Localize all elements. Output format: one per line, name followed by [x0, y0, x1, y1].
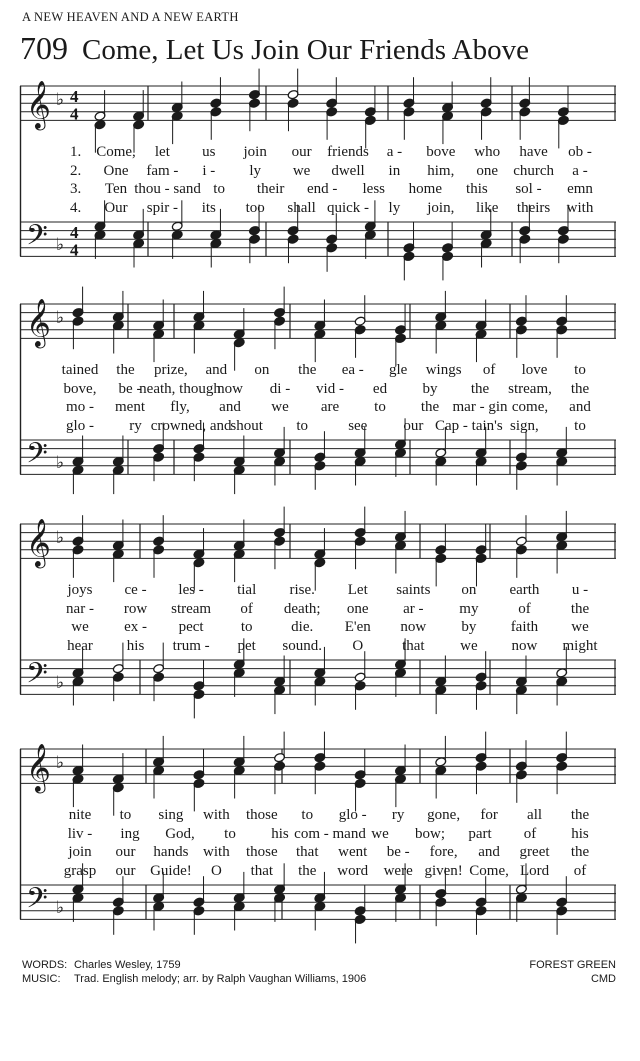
lyric-syllable: his — [126, 637, 145, 654]
lyric-syllable: com - mand — [294, 825, 366, 842]
lyric-syllable: this — [466, 181, 488, 197]
lyric-syllable: sing — [158, 807, 184, 823]
lyric-syllable: word — [337, 862, 369, 879]
lyric-syllable: tial — [237, 582, 257, 598]
lyric-syllable: went — [338, 844, 368, 860]
lyric-syllable: sign, — [510, 417, 539, 434]
lyric-syllable: our — [115, 862, 136, 879]
lyric-syllable: and — [478, 844, 500, 860]
lyric-syllable: join — [68, 844, 92, 860]
lyric-line-verse-1 — [20, 582, 616, 600]
lyric-syllable: those — [245, 807, 278, 823]
lyric-syllable: their — [256, 181, 285, 197]
lyric-syllable: Let — [347, 582, 368, 598]
lyric-syllable: to — [574, 362, 586, 378]
lyric-syllable: O — [352, 637, 364, 654]
bass-clef-icon: 𝄢 — [26, 881, 48, 922]
lyric-syllable: to — [213, 181, 225, 197]
lyric-syllable: to — [296, 417, 309, 434]
lyric-syllable: my — [459, 600, 479, 617]
lyric-syllable: to — [119, 807, 132, 823]
flat-icon: ♭ — [56, 753, 65, 774]
hymn-number: 709 — [20, 30, 68, 66]
lyric-syllable: of — [482, 362, 496, 378]
lyric-syllable: fam - — [146, 162, 179, 179]
lyric-syllable: those — [245, 844, 278, 860]
lyric-syllable: emn — [567, 181, 593, 197]
lyric-syllable: grasp — [63, 862, 97, 879]
meter: CMD — [590, 973, 616, 985]
lyric-syllable: less — [362, 181, 386, 197]
lyric-syllable: God, — [165, 825, 195, 842]
lyric-line-verse-3 — [20, 399, 616, 417]
lyric-syllable: we — [571, 619, 589, 635]
lyric-syllable: neath, though — [139, 380, 221, 397]
lyric-syllable: saints — [396, 582, 431, 598]
lyric-syllable: Ten — [104, 181, 128, 197]
lyric-syllable: pect — [178, 619, 204, 635]
lyric-syllable: in — [388, 162, 401, 179]
lyric-syllable: thou - sand — [134, 181, 201, 197]
lyric-syllable: one — [346, 600, 369, 617]
lyric-syllable: spir - — [146, 199, 179, 216]
lyric-syllable: we — [460, 637, 478, 654]
lyric-syllable: the — [420, 399, 440, 415]
lyric-syllable: the — [298, 862, 317, 879]
lyric-syllable: Cap - tain's — [435, 417, 503, 434]
lyric-line-verse-2 — [20, 381, 616, 399]
lyric-syllable: di - — [269, 380, 291, 397]
lyric-syllable: the — [470, 380, 490, 397]
lyric-syllable: row — [123, 600, 148, 617]
lyric-syllable: have — [519, 144, 548, 160]
lyric-syllable: and — [569, 399, 591, 415]
lyric-line-verse-4 — [20, 418, 616, 436]
lyric-syllable: church — [513, 162, 554, 179]
lyric-syllable: Come, — [96, 144, 136, 160]
bass-clef-icon: 𝄢 — [26, 656, 48, 697]
lyric-syllable: the — [116, 362, 135, 378]
lyric-syllable: him, — [427, 162, 455, 179]
lyric-syllable: theirs — [516, 199, 551, 216]
lyric-syllable: given! — [424, 862, 463, 879]
lyric-syllable: were — [383, 862, 413, 879]
lyric-syllable: Lord — [519, 862, 550, 879]
lyric-syllable: ea - — [341, 362, 364, 378]
lyric-syllable: mo - — [66, 399, 94, 415]
lyric-syllable: of — [518, 600, 531, 617]
lyric-syllable: ar - — [403, 600, 424, 617]
lyric-syllable: now — [400, 619, 427, 635]
lyric-syllable: the — [298, 362, 317, 378]
lyric-line-verse-1 — [20, 807, 616, 825]
verse-number: 1. — [70, 144, 82, 160]
lyric-syllable: hear — [67, 637, 93, 654]
lyric-syllable: pet — [237, 637, 256, 654]
lyric-syllable: bove — [426, 144, 456, 160]
lyric-syllable: with — [566, 199, 594, 216]
lyric-syllable: mar - gin — [452, 399, 508, 415]
lyric-syllable: wings — [425, 362, 462, 378]
lyric-syllable: ment — [115, 399, 145, 415]
lyric-syllable: now — [511, 637, 538, 654]
lyric-syllable: who — [474, 144, 501, 160]
lyric-line-verse-3 — [20, 619, 616, 637]
lyric-syllable: gle — [389, 362, 408, 378]
lyric-syllable: our — [115, 844, 136, 860]
flat-icon: ♭ — [56, 234, 65, 255]
lyric-syllable: hands — [153, 844, 189, 860]
lyric-syllable: Guide! — [150, 862, 192, 879]
lyric-syllable: sol - — [515, 181, 542, 197]
lyric-syllable: with — [203, 844, 230, 860]
lyric-line-verse-4 — [20, 200, 616, 218]
lyric-line-verse-4 — [20, 863, 616, 881]
lyric-syllable: on — [461, 582, 477, 598]
music-system-1 — [20, 72, 616, 287]
lyric-syllable: to — [374, 399, 386, 415]
treble-clef-icon: 𝄞 — [26, 79, 51, 129]
lyric-syllable: come, — [511, 399, 549, 415]
lyric-syllable: end - — [307, 181, 338, 197]
music-credit: Trad. English melody; arr. by Ralph Vaughan Williams, 1906 — [74, 973, 367, 985]
tune-name: FOREST GREEN — [529, 959, 616, 971]
lyric-line-verse-2 — [20, 163, 616, 181]
lyric-syllable: his — [571, 825, 589, 842]
lyric-syllable: nite — [68, 807, 92, 823]
hymn-title: Come, Let Us Join Our Friends Above — [82, 34, 530, 66]
lyric-syllable: his — [271, 825, 289, 842]
time-signature-icon: 4 — [70, 223, 79, 243]
lyric-syllable: shout — [230, 417, 263, 434]
treble-clef-icon: 𝄞 — [26, 297, 51, 347]
lyric-syllable: home — [408, 181, 442, 197]
credits — [22, 958, 366, 986]
lyric-syllable: see — [348, 417, 368, 434]
lyric-syllable: shall — [287, 199, 316, 216]
flat-icon: ♭ — [56, 90, 65, 111]
lyric-syllable: for — [480, 807, 498, 823]
lyric-syllable: faith — [510, 619, 539, 635]
lyric-syllable: ce - — [124, 582, 147, 598]
lyric-syllable: vid - — [316, 380, 344, 397]
lyric-syllable: earth — [509, 582, 540, 598]
music-label: MUSIC: — [22, 973, 61, 985]
lyric-syllable: ry — [129, 417, 142, 434]
lyric-syllable: love — [521, 362, 548, 378]
lyric-syllable: a - — [572, 162, 588, 179]
lyric-syllable: glo - — [66, 417, 94, 434]
lyric-line-verse-3 — [20, 181, 616, 199]
lyric-syllable: ed — [372, 380, 388, 397]
lyric-syllable: i - — [202, 162, 216, 179]
lyric-syllable: prize, — [154, 362, 188, 378]
lyric-line-verse-4 — [20, 638, 616, 656]
lyric-syllable: ing — [120, 825, 140, 842]
time-signature-icon: 4 — [70, 87, 79, 107]
lyric-syllable: liv - — [67, 825, 93, 842]
lyric-syllable: E'en — [344, 619, 371, 635]
lyric-syllable: rise. — [289, 582, 315, 598]
treble-clef-icon: 𝄞 — [26, 517, 51, 567]
lyric-syllable: join — [243, 144, 267, 160]
lyric-syllable: O — [210, 862, 222, 879]
lyric-syllable: fore, — [429, 844, 458, 860]
bass-clef-icon: 𝄢 — [26, 436, 48, 477]
lyric-syllable: of — [523, 825, 537, 842]
section-heading: A NEW HEAVEN AND A NEW EARTH — [22, 10, 239, 24]
lyric-syllable: ob - — [568, 144, 592, 160]
lyric-syllable: are — [320, 399, 340, 415]
lyric-syllable: us — [202, 144, 216, 160]
lyric-line-verse-1 — [20, 144, 616, 162]
lyric-syllable: all — [527, 807, 543, 823]
music-system-4 — [20, 735, 616, 950]
lyric-syllable: bove, — [63, 380, 97, 397]
lyric-syllable: stream — [171, 600, 212, 617]
lyric-syllable: be - — [118, 380, 142, 397]
lyric-syllable: quick - — [326, 199, 370, 216]
lyric-syllable: be - — [386, 844, 410, 860]
lyric-syllable: ly — [249, 162, 262, 179]
lyric-syllable: of — [240, 600, 253, 617]
lyric-syllable: joys — [67, 582, 93, 598]
lyric-syllable: greet — [519, 844, 550, 860]
lyric-line-verse-2 — [20, 826, 616, 844]
lyric-syllable: part — [468, 825, 492, 842]
verse-number: 3. — [70, 181, 82, 197]
lyric-line-verse-3 — [20, 844, 616, 862]
lyric-line-verse-2 — [20, 601, 616, 619]
flat-icon: ♭ — [56, 528, 65, 549]
lyric-syllable: we — [371, 825, 389, 842]
treble-clef-icon: 𝄞 — [26, 742, 51, 792]
lyric-syllable: join, — [427, 199, 455, 216]
lyric-syllable: gone, — [427, 807, 461, 823]
lyric-syllable: dwell — [331, 162, 365, 179]
lyric-syllable: of — [573, 862, 587, 879]
verse-number: 2. — [70, 162, 82, 179]
music-system-3 — [20, 510, 616, 725]
lyric-line-verse-1 — [20, 362, 616, 380]
lyric-syllable: our — [291, 144, 312, 160]
lyric-syllable: now — [217, 380, 243, 397]
lyric-syllable: we — [292, 162, 311, 179]
lyric-syllable: its — [201, 199, 216, 216]
lyric-syllable: that — [250, 862, 274, 879]
lyric-syllable: with — [203, 807, 230, 823]
lyric-syllable: One — [103, 162, 129, 179]
lyric-syllable: on — [254, 362, 270, 378]
time-signature-icon: 4 — [70, 104, 79, 124]
lyric-syllable: we — [271, 399, 289, 415]
lyric-syllable: and — [219, 399, 241, 415]
lyric-syllable: trum - — [172, 637, 210, 654]
hymn-title-row — [20, 30, 529, 70]
flat-icon: ♭ — [56, 897, 65, 918]
time-signature-icon: 4 — [70, 240, 79, 260]
lyric-syllable: one — [476, 162, 499, 179]
lyric-syllable: the — [570, 844, 590, 860]
words-credit: Charles Wesley, 1759 — [74, 959, 181, 971]
lyric-syllable: nar - — [66, 600, 94, 617]
bass-clef-icon: 𝄢 — [26, 218, 48, 259]
lyric-syllable: glo - — [338, 807, 367, 823]
lyric-syllable: to — [240, 619, 253, 635]
lyric-syllable: Come, — [469, 862, 509, 879]
lyric-syllable: the — [570, 807, 590, 823]
lyric-syllable: Our — [104, 199, 128, 216]
lyric-syllable: that — [402, 637, 425, 654]
lyric-syllable: too — [245, 199, 265, 216]
lyric-syllable: fly, — [170, 399, 190, 415]
lyric-syllable: tained — [61, 362, 99, 378]
lyric-syllable: to — [301, 807, 314, 823]
lyric-syllable: die. — [291, 619, 314, 635]
lyric-syllable: let — [154, 144, 170, 160]
words-label: WORDS: — [22, 959, 68, 971]
lyric-syllable: stream, — [508, 380, 552, 397]
lyric-syllable: that — [296, 844, 319, 860]
lyric-syllable: u - — [571, 582, 589, 598]
lyric-syllable: by — [461, 619, 477, 635]
flat-icon: ♭ — [56, 308, 65, 329]
lyric-syllable: by — [422, 380, 438, 397]
lyric-syllable: a - — [386, 144, 403, 160]
lyric-syllable: ly — [388, 199, 401, 216]
lyric-syllable: crowned, and — [150, 417, 232, 434]
lyric-syllable: to — [574, 417, 586, 434]
lyric-syllable: ex - — [124, 619, 147, 635]
lyric-syllable: might — [562, 637, 598, 654]
lyric-syllable: les - — [178, 582, 204, 598]
lyric-syllable: the — [570, 600, 590, 617]
lyric-syllable: and — [205, 362, 228, 378]
lyric-syllable: the — [570, 380, 590, 397]
music-system-2 — [20, 290, 616, 505]
lyric-syllable: our — [403, 417, 424, 434]
lyric-syllable: to — [224, 825, 236, 842]
lyric-syllable: bow; — [415, 825, 445, 842]
flat-icon: ♭ — [56, 672, 65, 693]
tune-info — [529, 958, 616, 986]
flat-icon: ♭ — [56, 452, 65, 473]
lyric-syllable: death; — [283, 600, 321, 617]
lyric-syllable: we — [71, 619, 89, 635]
lyric-syllable: like — [475, 199, 499, 216]
lyric-syllable: ry — [391, 807, 405, 823]
lyric-syllable: friends — [327, 144, 369, 160]
verse-number: 4. — [70, 199, 82, 216]
lyric-syllable: sound. — [282, 637, 323, 654]
